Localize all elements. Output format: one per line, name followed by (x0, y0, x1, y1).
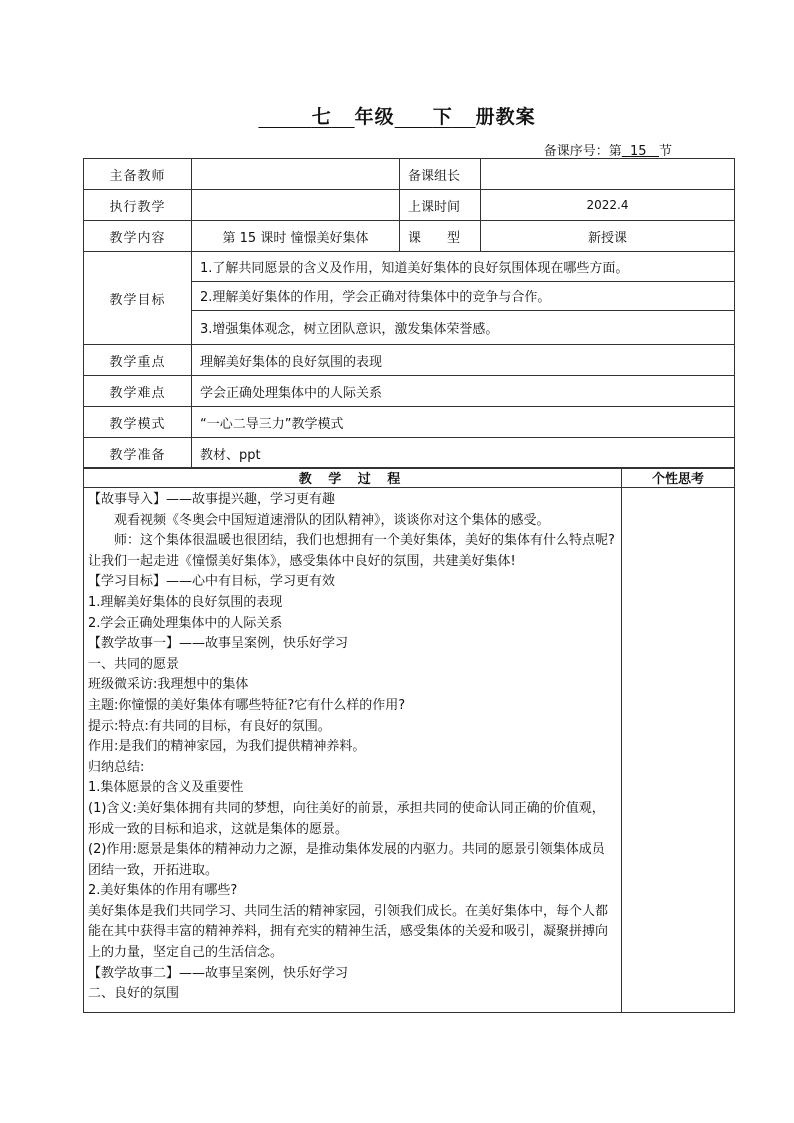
process-line: 作用:是我们的精神家园，为我们提供精神养料。 (88, 739, 366, 755)
process-line: (2)作用:愿景是集体的精神动力之源，是推动集体发展的内驱力。共同的愿景引领集体成员团结一致，开拓进取。 (88, 842, 605, 878)
objective-item: 1.了解共同愿景的含义及作用，知道美好集体的良好氛围体现在哪些方面。 (192, 252, 735, 282)
process-header: 教 学 过 程 (84, 468, 622, 488)
type-value: 新授课 (481, 221, 735, 252)
title-grade-blank (258, 106, 354, 128)
title-term-suffix: 册教案 (475, 106, 536, 128)
type-label: 课 型 (400, 221, 481, 252)
process-line: 【教学故事二】——故事呈案例，快乐好学习 (88, 965, 349, 981)
process-line: 二、良好的氛围 (88, 986, 180, 1002)
process-line: 主题:你憧憬的美好集体有哪些特征?它有什么样的作用? (88, 697, 406, 713)
serial-number-blank (622, 144, 659, 159)
difficulty-label: 教学难点 (84, 376, 192, 407)
row-teachers (84, 159, 735, 190)
process-line: 2.美好集体的作用有哪些? (88, 883, 238, 899)
class-time-label: 上课时间 (400, 190, 481, 221)
process-line: 师：这个集体很温暖也很团结，我们也想拥有一个美好集体，美好的集体有什么特点呢?让我们一起走进《憧憬美好集体》，感受集体中良好的氛围，共建美好集体! (88, 533, 615, 569)
content-label: 教学内容 (84, 221, 192, 252)
process-body-row (84, 488, 735, 1013)
title-grade-suffix: 年级 (354, 106, 395, 128)
row-objective-1 (84, 252, 735, 282)
key-label: 教学重点 (84, 345, 192, 376)
executor-value (192, 190, 400, 221)
process-line: 归纳总结: (88, 759, 145, 775)
process-line: 【故事导入】——故事提兴趣，学习更有趣 (88, 492, 336, 507)
process-header-row (84, 468, 735, 488)
lead-teacher-value (192, 159, 400, 190)
row-difficulty (84, 376, 735, 407)
process-line: 班级微采访:我理想中的集体 (88, 677, 249, 693)
content-value: 第 15 课时 憧憬美好集体 (192, 221, 400, 252)
row-executor (84, 190, 735, 221)
prep-value: 教材、ppt (192, 438, 735, 469)
row-prep (84, 438, 735, 469)
row-key (84, 345, 735, 376)
difficulty-value: 学会正确处理集体中的人际关系 (192, 376, 735, 407)
row-content (84, 221, 735, 252)
process-line: 【学习目标】——心中有目标，学习更有效 (88, 574, 336, 590)
process-line: 1.理解美好集体的良好氛围的表现 (88, 594, 283, 610)
process-line: 【教学故事一】——故事呈案例，快乐好学习 (88, 636, 349, 652)
process-line: 一、共同的愿景 (88, 656, 180, 672)
lesson-info-table (83, 158, 735, 469)
lesson-plan-title (0, 102, 794, 129)
objective-item: 2.理解美好集体的作用，学会正确对待集体中的竞争与合作。 (192, 281, 735, 311)
prep-label: 教学准备 (84, 438, 192, 469)
process-line: 美好集体是我们共同学习、共同生活的精神家园，引领我们成长。在美好集体中，每个人都能在其中获得丰富的精神养料，拥有充实的精神生活，感受集体的关爱和吸引，凝聚拼搏向上的力量，坚定自己的生活信念。 (88, 903, 609, 961)
row-mode (84, 407, 735, 438)
title-term-blank (395, 106, 476, 128)
process-content (84, 488, 622, 1013)
process-line: 观看视频《冬奥会中国短道速滑队的团队精神》，谈谈你对这个集体的感受。 (114, 512, 550, 528)
mode-label: 教学模式 (84, 407, 192, 438)
objectives-label: 教学目标 (84, 252, 192, 345)
process-line: 1.集体愿景的含义及重要性 (88, 780, 244, 796)
lesson-serial (544, 140, 672, 159)
title-term: 下 (432, 106, 453, 128)
process-line: 提示:特点:有共同的目标，有良好的氛围。 (88, 718, 331, 734)
class-time-value: 2022.4 (481, 190, 735, 221)
lead-teacher-label: 主备教师 (84, 159, 192, 190)
serial-number: 15 (630, 144, 647, 159)
group-leader-value (481, 159, 735, 190)
objective-item: 3.增强集体观念，树立团队意识，激发集体荣誉感。 (192, 311, 735, 345)
key-value: 理解美好集体的良好氛围的表现 (192, 345, 735, 376)
serial-suffix: 节 (658, 144, 672, 159)
serial-prefix: 备课序号：第 (543, 144, 622, 159)
teaching-process-table (83, 467, 735, 1013)
side-thoughts (622, 488, 735, 1013)
group-leader-label: 备课组长 (400, 159, 481, 190)
title-grade: 七 (311, 106, 332, 128)
executor-label: 执行教学 (84, 190, 192, 221)
process-line: (1)含义:美好集体拥有共同的梦想，向往美好的前景，承担共同的使命认同正确的价值观，形成一致的目标和追求，这就是集体的愿景。 (88, 800, 605, 837)
process-line: 2.学会正确处理集体中的人际关系 (88, 615, 283, 631)
mode-value: “一心二导三力”教学模式 (192, 407, 735, 438)
side-header: 个性思考 (622, 468, 735, 488)
